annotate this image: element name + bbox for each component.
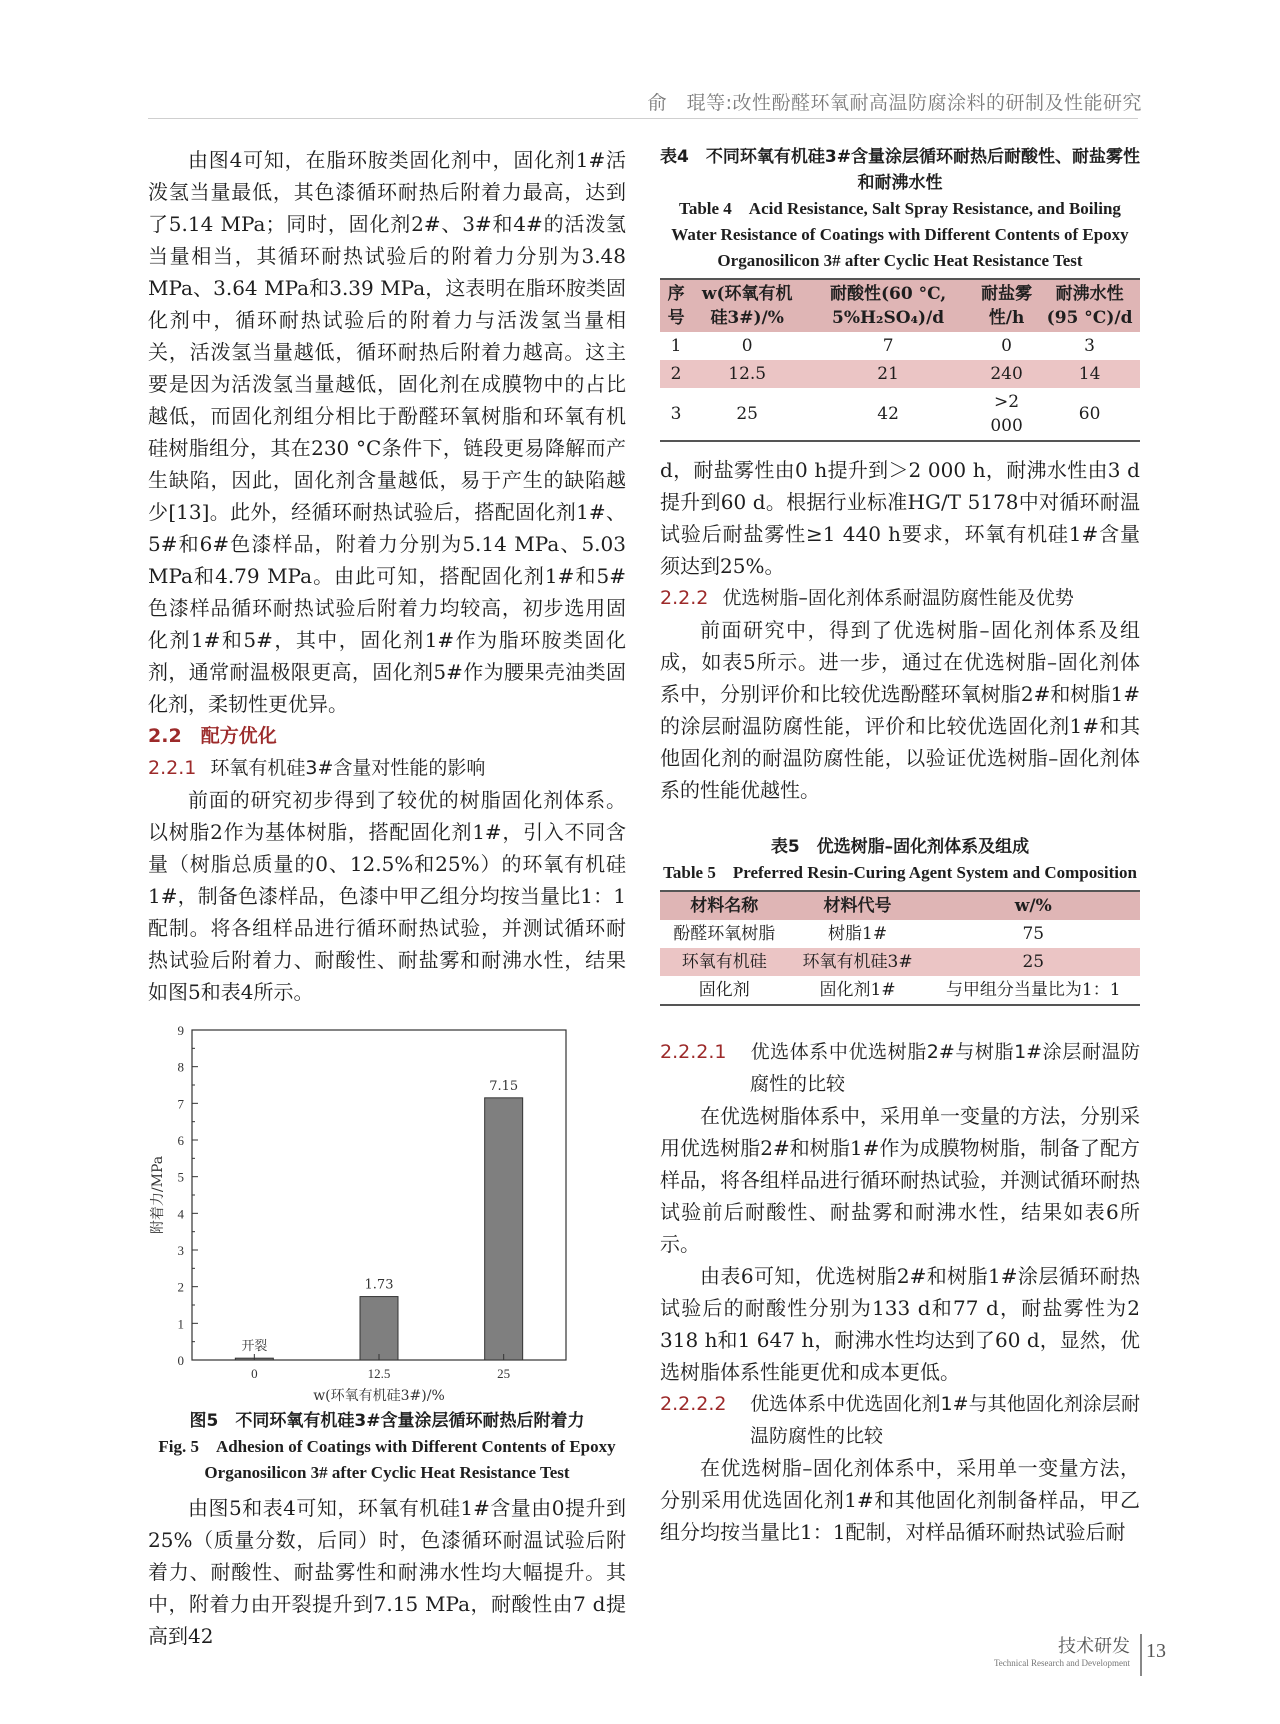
y-tick-label: 1 xyxy=(177,1316,184,1332)
table-cell: 0 xyxy=(741,336,753,356)
table-cell: 固化剂 xyxy=(698,980,750,1000)
table-header-cell: w/% xyxy=(1014,896,1052,916)
table-cell: 21 xyxy=(877,364,899,384)
subsection-heading-2-2-2-1: 2.2.2.1 优选体系中优选树脂2#与树脂1#涂层耐温防腐性的比较 xyxy=(660,1041,1140,1095)
table-cell: 12.5 xyxy=(728,364,767,384)
subsection-heading-2-2-2-2: 2.2.2.2 优选体系中优选固化剂1#与其他固化剂涂层耐温防腐性的比较 xyxy=(660,1393,1140,1447)
table-row xyxy=(660,388,1140,441)
subsection-heading-2-2-2: 2.2.2 优选树脂–固化剂体系耐温防腐性能及优势 xyxy=(660,587,1074,609)
table-cell: 1 xyxy=(670,336,682,356)
running-header: 俞 琨等:改性酚醛环氧耐高温防腐涂料的研制及性能研究 xyxy=(647,92,1142,114)
table-cell: 酚醛环氧树脂 xyxy=(673,924,776,944)
y-tick-label: 5 xyxy=(177,1169,184,1185)
table5-title-en: Table 5 Preferred Resin-Curing Agent System and Composition xyxy=(663,863,1137,882)
x-tick-label: 12.5 xyxy=(367,1366,391,1381)
data-label: 开裂 xyxy=(241,1339,268,1355)
paragraph: 前面的研究初步得到了较优的树脂固化剂体系。以树脂2作为基体树脂，搭配固化剂1#，引入不同含量（树脂总质量的0、12.5%和25%）的环氧有机硅1#，制备色漆样品，色漆中甲乙组分均按当量比1：1配制。将各组样品进行循环耐热试验，并测试循环耐热试验后附着力、耐酸性、耐盐雾和耐沸水性，结果如图5和表4所示。 xyxy=(148,788,626,1004)
footer-section-cn: 技术研发 xyxy=(1058,1636,1130,1657)
table-cell: 75 xyxy=(1022,924,1045,944)
y-tick-label: 4 xyxy=(177,1206,184,1222)
table-cell: 环氧有机硅 xyxy=(681,952,767,972)
y-tick-label: 7 xyxy=(177,1096,184,1112)
paragraph: 由图5和表4可知，环氧有机硅1#含量由0提升到25%（质量分数，后同）时，色漆循环耐温试验后附着力、耐酸性、耐盐雾性和耐沸水性均大幅提升。其中，附着力由开裂提升到7.15 MPa，耐酸性由7 d提高到42 xyxy=(148,1496,626,1648)
table-header-row xyxy=(660,279,1140,332)
table-row xyxy=(660,360,1140,388)
paragraph: 在优选树脂体系中，采用单一变量的方法，分别采用优选树脂2#和树脂1#作为成膜物树脂，制备了配方样品，将各组样品进行循环耐热试验，并测试循环耐热试验前后耐酸性、耐盐雾和耐沸水性，结果如表6所示。 xyxy=(660,1104,1140,1256)
paragraph: 由表6可知，优选树脂2#和树脂1#涂层循环耐热试验后的耐酸性分别为133 d和77 d，耐盐雾性为2 318 h和1 647 h，耐沸水性均达到了60 d，显然，优选树脂体系性能更优和成本更低。 xyxy=(660,1264,1140,1384)
chart-svg xyxy=(148,1022,626,1402)
table-5 xyxy=(660,890,1140,1006)
table-cell: 42 xyxy=(877,404,899,424)
table5-title-cn: 表5 优选树脂–固化剂体系及组成 xyxy=(770,837,1030,857)
data-label: 1.73 xyxy=(364,1277,394,1293)
table-cell: 25 xyxy=(1022,952,1045,972)
left-column xyxy=(148,144,626,1652)
header-divider xyxy=(148,118,1138,119)
table-header-cell: w(环氧有机硅3#)/% xyxy=(701,284,793,328)
footer-section-en: Technical Research and Development xyxy=(993,1658,1130,1668)
table-header-row xyxy=(660,891,1140,920)
table-header-cell: 耐沸水性(95 °C)/d xyxy=(1046,284,1133,328)
table-row xyxy=(660,976,1140,1005)
table-cell: >2 000 xyxy=(990,392,1023,436)
x-tick-label: 25 xyxy=(497,1366,511,1381)
x-axis-title: w(环氧有机硅3#)/% xyxy=(313,1388,445,1402)
table4-title-cn: 表4 不同环氧有机硅3#含量涂层循环耐热后耐酸性、耐盐雾性和耐沸水性 xyxy=(660,147,1140,193)
page-footer xyxy=(994,1632,1130,1668)
table-cell: 树脂1# xyxy=(828,924,888,944)
table-cell: 3 xyxy=(670,404,682,424)
table-header-cell: 材料名称 xyxy=(690,896,759,916)
right-column xyxy=(660,144,1140,1548)
table-cell: 7 xyxy=(882,336,894,356)
y-tick-label: 0 xyxy=(177,1353,184,1368)
y-tick-label: 9 xyxy=(177,1023,184,1038)
table-cell: 0 xyxy=(1001,336,1012,356)
table-cell: 固化剂1# xyxy=(819,980,896,1000)
x-tick-label: 0 xyxy=(251,1366,258,1381)
bar xyxy=(485,1098,523,1360)
paragraph: d，耐盐雾性由0 h提升到＞2 000 h，耐沸水性由3 d提升到60 d。根据行业标准HG/T 5178中对循环耐温试验后耐盐雾性≥1 440 h要求，环氧有机硅1#含量须达到25%。 xyxy=(660,458,1140,578)
paragraph: 由图4可知，在脂环胺类固化剂中，固化剂1#活泼氢当量最低，其色漆循环耐热后附着力最高，达到了5.14 MPa；同时，固化剂2#、3#和4#的活泼氢当量相当，其循环耐热试验后的附着力分别为3.48 MPa、3.64 MPa和3.39 MPa，这表明在脂环胺类固化剂中，循环耐热试验后的附着力与活泼氢当量相关，活泼氢当量越低，循环耐热后附着力越高。这主要是因为活泼氢当量越低，固化剂在成膜物中的占比越低，而固化剂组分相比于酚醛环氧树脂和环氧有机硅树脂组分，其在230 °C条件下，链段更易降解而产生缺陷，因此，固化剂含量越低，易于产生的缺陷越少[13]。此外，经循环耐热试验后，搭配固化剂1#、5#和6#色漆样品，附着力分别为5.14 MPa、5.03 MPa和4.79 MPa。由此可知，搭配固化剂1#和5#色漆样品循环耐热试验后附着力均较高，初步选用固化剂1#和5#，其中，固化剂1#作为脂环胺类固化剂，通常耐温极限更高，固化剂5#作为腰果壳油类固化剂，柔韧性更优异。 xyxy=(148,148,626,716)
table-header-cell: 序号 xyxy=(667,284,685,328)
table-cell: 与甲组分当量比为1：1 xyxy=(945,980,1121,1000)
figure-caption-cn: 图5 不同环氧有机硅3#含量涂层循环耐热后附着力 xyxy=(189,1411,585,1431)
y-tick-label: 2 xyxy=(177,1279,184,1295)
footer-divider xyxy=(1140,1634,1142,1676)
data-label: 7.15 xyxy=(489,1078,519,1094)
y-tick-label: 6 xyxy=(177,1133,184,1148)
y-tick-label: 8 xyxy=(177,1059,184,1075)
table-header-cell: 耐盐雾性/h xyxy=(981,284,1033,328)
table-header-cell: 材料代号 xyxy=(823,896,892,916)
table-4 xyxy=(660,278,1140,442)
table-cell: 2 xyxy=(670,364,682,384)
bar xyxy=(360,1297,398,1360)
page-number: 13 xyxy=(1146,1640,1166,1662)
paragraph: 在优选树脂–固化剂体系中，采用单一变量方法，分别采用优选固化剂1#和其他固化剂制备样品，甲乙组分均按当量比1：1配制，对样品循环耐热试验后耐 xyxy=(660,1456,1140,1544)
table4-title-en: Table 4 Acid Resistance, Salt Spray Resistance, and Boiling Water Resistance of Coatings with Different Contents of Epoxy Organosilicon 3# after Cyclic Heat Resistance Test xyxy=(671,199,1129,270)
table-cell: 60 xyxy=(1078,404,1101,424)
table-row xyxy=(660,948,1140,976)
y-axis-title: 附着力/MPa xyxy=(150,1155,166,1235)
adhesion-bar-chart xyxy=(148,1022,626,1402)
figure-caption-en: Fig. 5 Adhesion of Coatings with Different Contents of Epoxy Organosilicon 3# after Cyclic Heat Resistance Test xyxy=(158,1437,616,1482)
subsection-heading-2-2-1: 2.2.1 环氧有机硅3#含量对性能的影响 xyxy=(148,757,486,779)
paragraph: 前面研究中，得到了优选树脂–固化剂体系及组成，如表5所示。进一步，通过在优选树脂–固化剂体系中，分别评价和比较优选酚醛环氧树脂2#和树脂1#的涂层耐温防腐性能，评价和比较优选固化剂1#和其他固化剂的耐温防腐性能，以验证优选树脂–固化剂体系的性能优越性。 xyxy=(660,618,1140,802)
table-cell: 3 xyxy=(1084,336,1095,356)
table-cell: 环氧有机硅3# xyxy=(802,952,913,972)
table-row xyxy=(660,332,1140,360)
table-cell: 14 xyxy=(1078,364,1101,384)
table-cell: 25 xyxy=(736,404,758,424)
section-heading-2-2: 2.2 配方优化 xyxy=(148,725,277,747)
table-cell: 240 xyxy=(990,364,1023,384)
table-row xyxy=(660,920,1140,948)
table-header-cell: 耐酸性(60 °C, 5%H₂SO₄)/d xyxy=(829,284,947,328)
y-tick-label: 3 xyxy=(177,1243,184,1258)
